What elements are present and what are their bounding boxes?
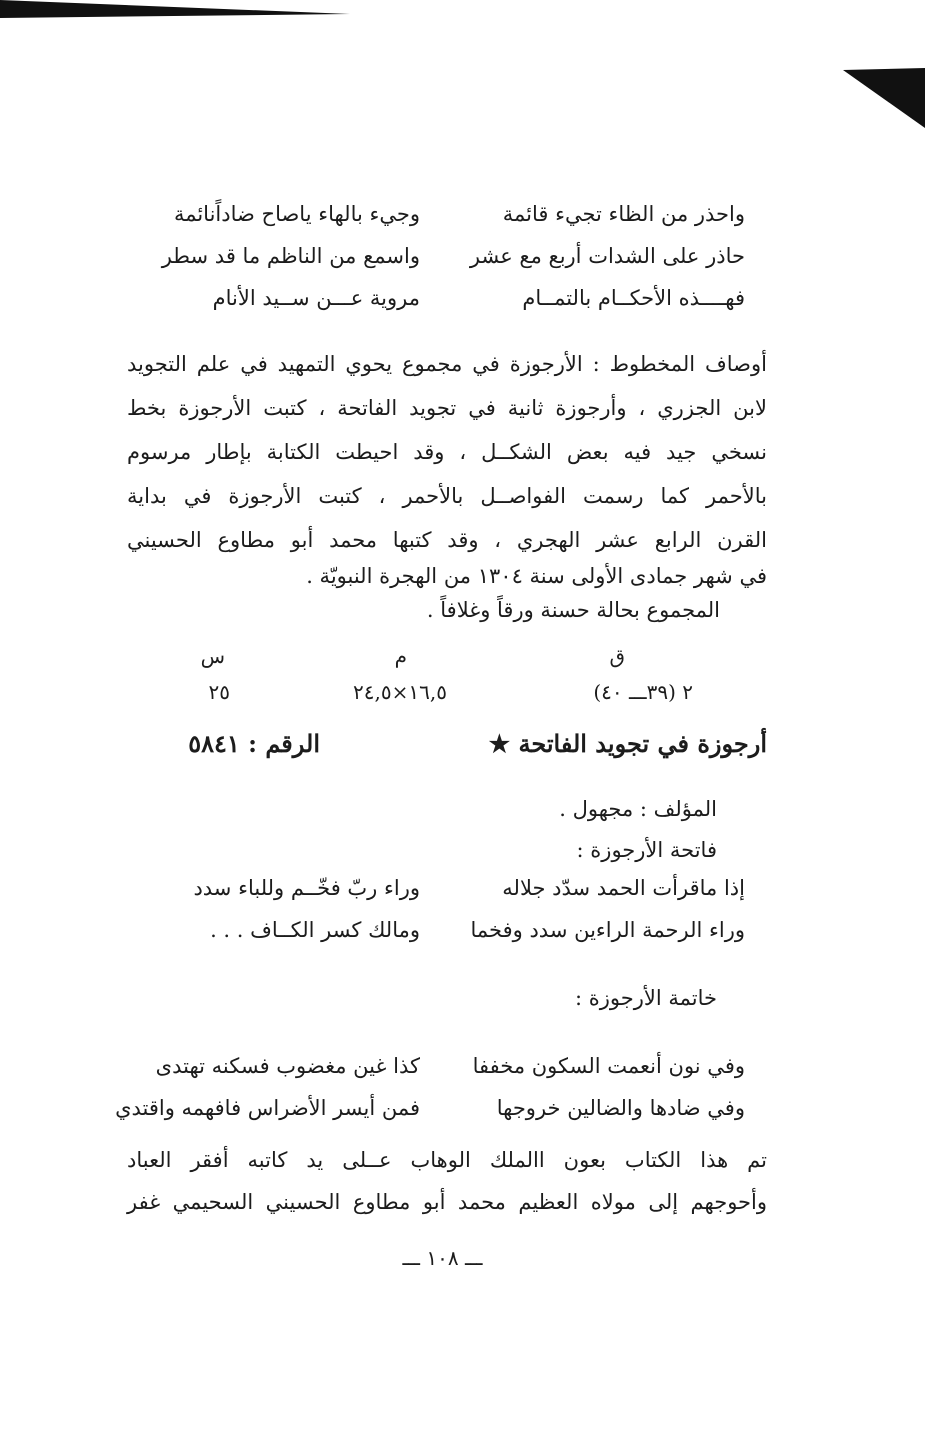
closing-label: خاتمة الأرجوزة :: [575, 986, 717, 1010]
verse-closing-1-left: كذا غين مغضوب فسكنه تهتدى: [155, 1054, 420, 1078]
opening-label: فاتحة الأرجوزة :: [576, 838, 717, 862]
verse-top-3-left: مروية عـــن ســيد الأنام: [212, 286, 420, 310]
entry-number: الرقم : ٥٨٤١: [188, 729, 320, 758]
verse-closing-2-left: فمن أيسر الأضراس فافهمه واقتدي: [115, 1096, 420, 1120]
verse-top-3-right: فهــــذه الأحكــام بالتمــام: [522, 286, 745, 310]
description-line-2: لابن الجزري ، وأرجوزة ثانية في تجويد الفاتحة ، كتبت الأرجوزة بخط: [127, 396, 767, 420]
description-line-3: نسخي جيد فيه بعض الشكــل ، وقد احيطت الكتابة بإطار مرسوم: [127, 440, 767, 464]
scan-shadow-top-right: [843, 68, 925, 128]
colophon-line-1: تم هذا الكتاب بعون االملك الوهاب عــلى يد كاتبه أفقر العباد: [127, 1148, 767, 1172]
author-line: المؤلف : مجهول .: [559, 797, 717, 821]
verse-closing-1-right: وفي نون أنعمت السكون مخففا: [472, 1054, 745, 1078]
verse-opening-2-left: ومالك كسر الكــاف . . .: [210, 918, 420, 942]
verse-opening-1-left: وراء ربّ فخّــم وللباء سدد: [193, 876, 420, 900]
description-line-5: القرن الرابع عشر الهجري ، وقد كتبها محمد أبو مطاوع الحسيني: [127, 528, 767, 552]
table-value-m: ١٦,٥×٢٤,٥: [353, 680, 447, 704]
verse-top-2-right: حاذر على الشدات أربع مع عشر: [469, 244, 745, 268]
scan-shadow-top-left: [0, 0, 350, 18]
condition-note: المجموع بحالة حسنة ورقاً وغلافاً .: [426, 598, 720, 622]
description-line-4: بالأحمر كما رسمت الفواصــل بالأحمر ، كتبت الأرجوزة في بداية: [127, 484, 767, 508]
verse-top-2-left: واسمع من الناظم ما قد سطر: [161, 244, 420, 268]
verse-opening-1-right: إذا ماقرأت الحمد سدّد جلاله: [502, 876, 745, 900]
verse-top-1-left: وجيء بالهاء ياصاح ضاداًنائمة: [173, 202, 420, 226]
verse-opening-2-right: وراء الرحمة الراءين سدد وفخما: [470, 918, 745, 942]
entry-title: أرجوزة في تجويد الفاتحة ★: [488, 729, 767, 758]
colophon-line-2: وأحوجهم إلى مولاه العظيم محمد أبو مطاوع الحسيني السحيمي غفر: [127, 1190, 767, 1214]
table-header-m: م: [394, 644, 407, 668]
table-header-q: ق: [609, 644, 625, 668]
description-line-6: في شهر جمادى الأولى سنة ١٣٠٤ من الهجرة النبويّة .: [306, 564, 767, 588]
table-header-s: س: [200, 644, 225, 668]
verse-top-1-right: واحذر من الظاء تجيء قائمة: [502, 202, 745, 226]
page-number: ـــ ١٠٨ ـــ: [402, 1246, 483, 1270]
description-line-1: أوصاف المخطوط : الأرجوزة في مجموع يحوي التمهيد في علم التجويد: [127, 352, 767, 376]
table-value-q: ٢ (٣٩ـــ ٤٠): [593, 680, 693, 704]
verse-closing-2-right: وفي ضادها والضالين خروجها: [496, 1096, 745, 1120]
table-value-s: ٢٥: [208, 680, 230, 704]
